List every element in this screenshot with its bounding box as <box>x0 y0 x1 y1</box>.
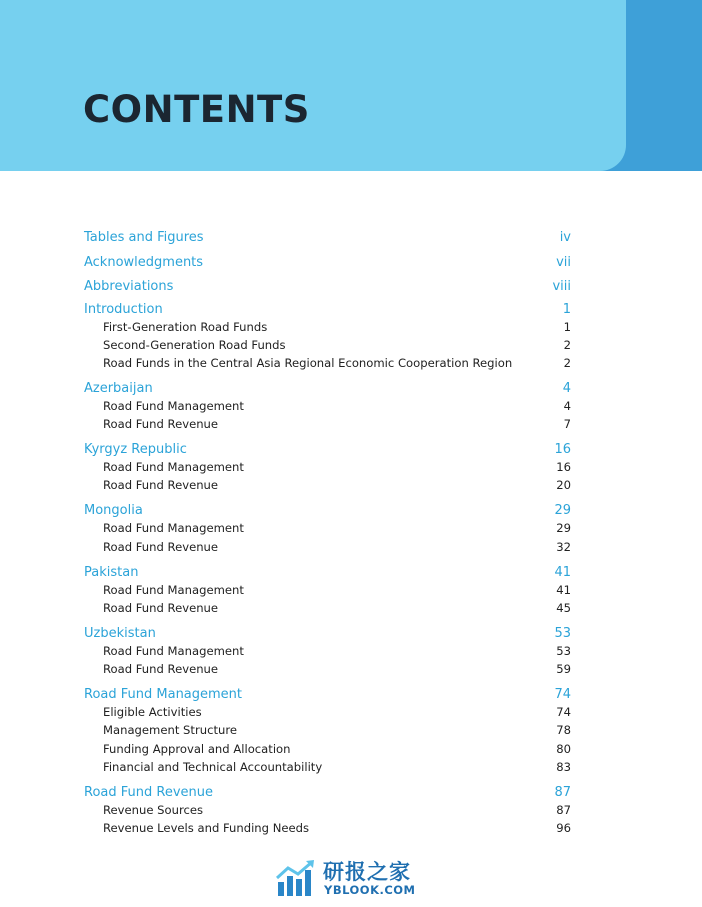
toc-chapter-heading[interactable] <box>84 503 571 519</box>
toc-chapter-heading[interactable] <box>84 565 571 581</box>
toc-section-title: Road Fund Revenue <box>103 539 219 554</box>
toc-entry-page: viii <box>552 279 571 294</box>
toc-chapter-page: 87 <box>554 784 571 800</box>
toc-chapter-page: 53 <box>554 625 571 641</box>
toc-section-page: 45 <box>556 600 571 615</box>
toc-chapter-kyrgyz-republic <box>84 442 571 495</box>
toc-entry-page: vii <box>556 254 571 270</box>
toc-section-page: 80 <box>556 741 571 756</box>
toc-section-page: 41 <box>556 582 571 597</box>
toc-section-page: 1 <box>563 319 571 334</box>
toc-chapter-page: 41 <box>554 564 571 580</box>
toc-entry-acknowledgments[interactable] <box>84 251 571 276</box>
toc-chapter-title: Uzbekistan <box>84 625 156 641</box>
watermark-chinese-text: 研报之家 <box>323 860 411 884</box>
toc-section-page: 29 <box>556 521 571 536</box>
bar-chart-logo-icon <box>276 860 316 898</box>
toc-chapter-road-fund-management <box>84 687 571 776</box>
toc-section-title: Road Fund Revenue <box>103 417 219 432</box>
toc-section-page: 59 <box>556 662 571 677</box>
toc-chapter-title: Azerbaijan <box>84 380 153 396</box>
toc-chapter-heading[interactable] <box>84 442 571 458</box>
toc-section-page: 2 <box>563 356 571 371</box>
toc-section-title: Road Fund Revenue <box>103 478 219 493</box>
toc-section-title: Revenue Sources <box>103 802 204 817</box>
toc-section-title: Road Fund Management <box>103 460 244 475</box>
toc-chapter-page: 16 <box>554 442 571 458</box>
toc-section-title: Revenue Levels and Funding Needs <box>103 821 310 835</box>
toc-entry-tables-and-figures[interactable] <box>84 226 571 251</box>
toc-chapter-title: Introduction <box>84 301 163 317</box>
toc-section-title: Road Fund Management <box>103 582 244 597</box>
header-banner-light <box>0 0 626 171</box>
toc-chapter-page: 29 <box>554 503 571 519</box>
toc-section[interactable] <box>84 581 571 599</box>
toc-entry-page: iv <box>559 230 571 245</box>
toc-section[interactable] <box>84 819 571 837</box>
toc-chapter-road-fund-revenue <box>84 785 571 838</box>
toc-chapter-introduction <box>84 302 571 373</box>
toc-chapter-heading[interactable] <box>84 626 571 642</box>
toc-chapter-title: Mongolia <box>84 503 143 519</box>
toc-section[interactable] <box>84 397 571 415</box>
toc-section[interactable] <box>84 721 571 739</box>
toc-section-page: 53 <box>556 643 571 658</box>
watermark-english-text: YBLOOK.COM <box>324 883 416 897</box>
toc-section-page: 20 <box>556 478 571 493</box>
toc-section[interactable] <box>84 758 571 776</box>
toc-chapter-pakistan <box>84 565 571 618</box>
toc-chapter-heading[interactable] <box>84 381 571 397</box>
page-title: CONTENTS <box>83 88 310 131</box>
toc-chapter-title: Pakistan <box>84 564 139 580</box>
toc-section[interactable] <box>84 415 571 433</box>
toc-chapter-azerbaijan <box>84 381 571 434</box>
toc-section-page: 16 <box>556 460 571 475</box>
toc-section[interactable] <box>84 703 571 721</box>
toc-section[interactable] <box>84 354 571 372</box>
toc-section[interactable] <box>84 476 571 494</box>
watermark-logo <box>276 856 426 900</box>
toc-chapter-title: Road Fund Revenue <box>84 784 213 800</box>
toc-chapter-heading[interactable] <box>84 687 571 703</box>
toc-section-page: 83 <box>556 759 571 774</box>
toc-section[interactable] <box>84 740 571 758</box>
toc-chapter-title: Road Fund Management <box>84 686 243 702</box>
toc-section-title: Eligible Activities <box>103 704 202 719</box>
toc-section[interactable] <box>84 599 571 617</box>
toc-section-title: Road Funds in the Central Asia Regional Economic Cooperation Region <box>103 356 513 371</box>
toc-section-page: 87 <box>556 802 571 817</box>
toc-chapter-mongolia <box>84 503 571 556</box>
toc-section-page: 7 <box>563 417 571 432</box>
toc-section-title: Funding Approval and Allocation <box>103 741 291 756</box>
toc-section-title: Road Fund Revenue <box>103 600 219 615</box>
toc-chapter-page: 74 <box>554 686 571 702</box>
toc-section-title: Second-Generation Road Funds <box>103 337 286 352</box>
toc-entry-title: Tables and Figures <box>84 230 204 245</box>
toc-section-page: 96 <box>556 821 571 835</box>
toc-entry-abbreviations[interactable] <box>84 275 571 300</box>
toc-section-title: Road Fund Revenue <box>103 662 219 677</box>
toc-chapter-uzbekistan <box>84 626 571 679</box>
toc-section[interactable] <box>84 519 571 537</box>
toc-chapter-heading[interactable] <box>84 785 571 801</box>
toc-chapter-heading[interactable] <box>84 302 571 318</box>
table-of-contents <box>84 226 571 846</box>
toc-section-page: 74 <box>556 704 571 719</box>
toc-entry-title: Abbreviations <box>84 279 174 294</box>
toc-section[interactable] <box>84 318 571 336</box>
toc-section[interactable] <box>84 336 571 354</box>
toc-chapter-title: Kyrgyz Republic <box>84 442 187 458</box>
toc-section[interactable] <box>84 801 571 819</box>
toc-section[interactable] <box>84 538 571 556</box>
toc-chapter-page: 4 <box>562 380 571 396</box>
toc-section-title: Road Fund Management <box>103 521 244 536</box>
toc-section-page: 2 <box>563 337 571 352</box>
toc-section-title: Road Fund Management <box>103 643 244 658</box>
toc-section-page: 4 <box>563 398 571 413</box>
toc-chapter-page: 1 <box>562 301 571 317</box>
toc-entry-title: Acknowledgments <box>84 254 204 270</box>
toc-section-title: Road Fund Management <box>103 398 244 413</box>
toc-section-title: Management Structure <box>103 723 237 738</box>
toc-section-page: 32 <box>556 539 571 554</box>
toc-section-title: First-Generation Road Funds <box>103 319 268 334</box>
toc-section[interactable] <box>84 660 571 678</box>
toc-section[interactable] <box>84 458 571 476</box>
toc-section-page: 78 <box>556 723 571 738</box>
toc-section-title: Financial and Technical Accountability <box>103 759 323 774</box>
toc-section[interactable] <box>84 642 571 660</box>
